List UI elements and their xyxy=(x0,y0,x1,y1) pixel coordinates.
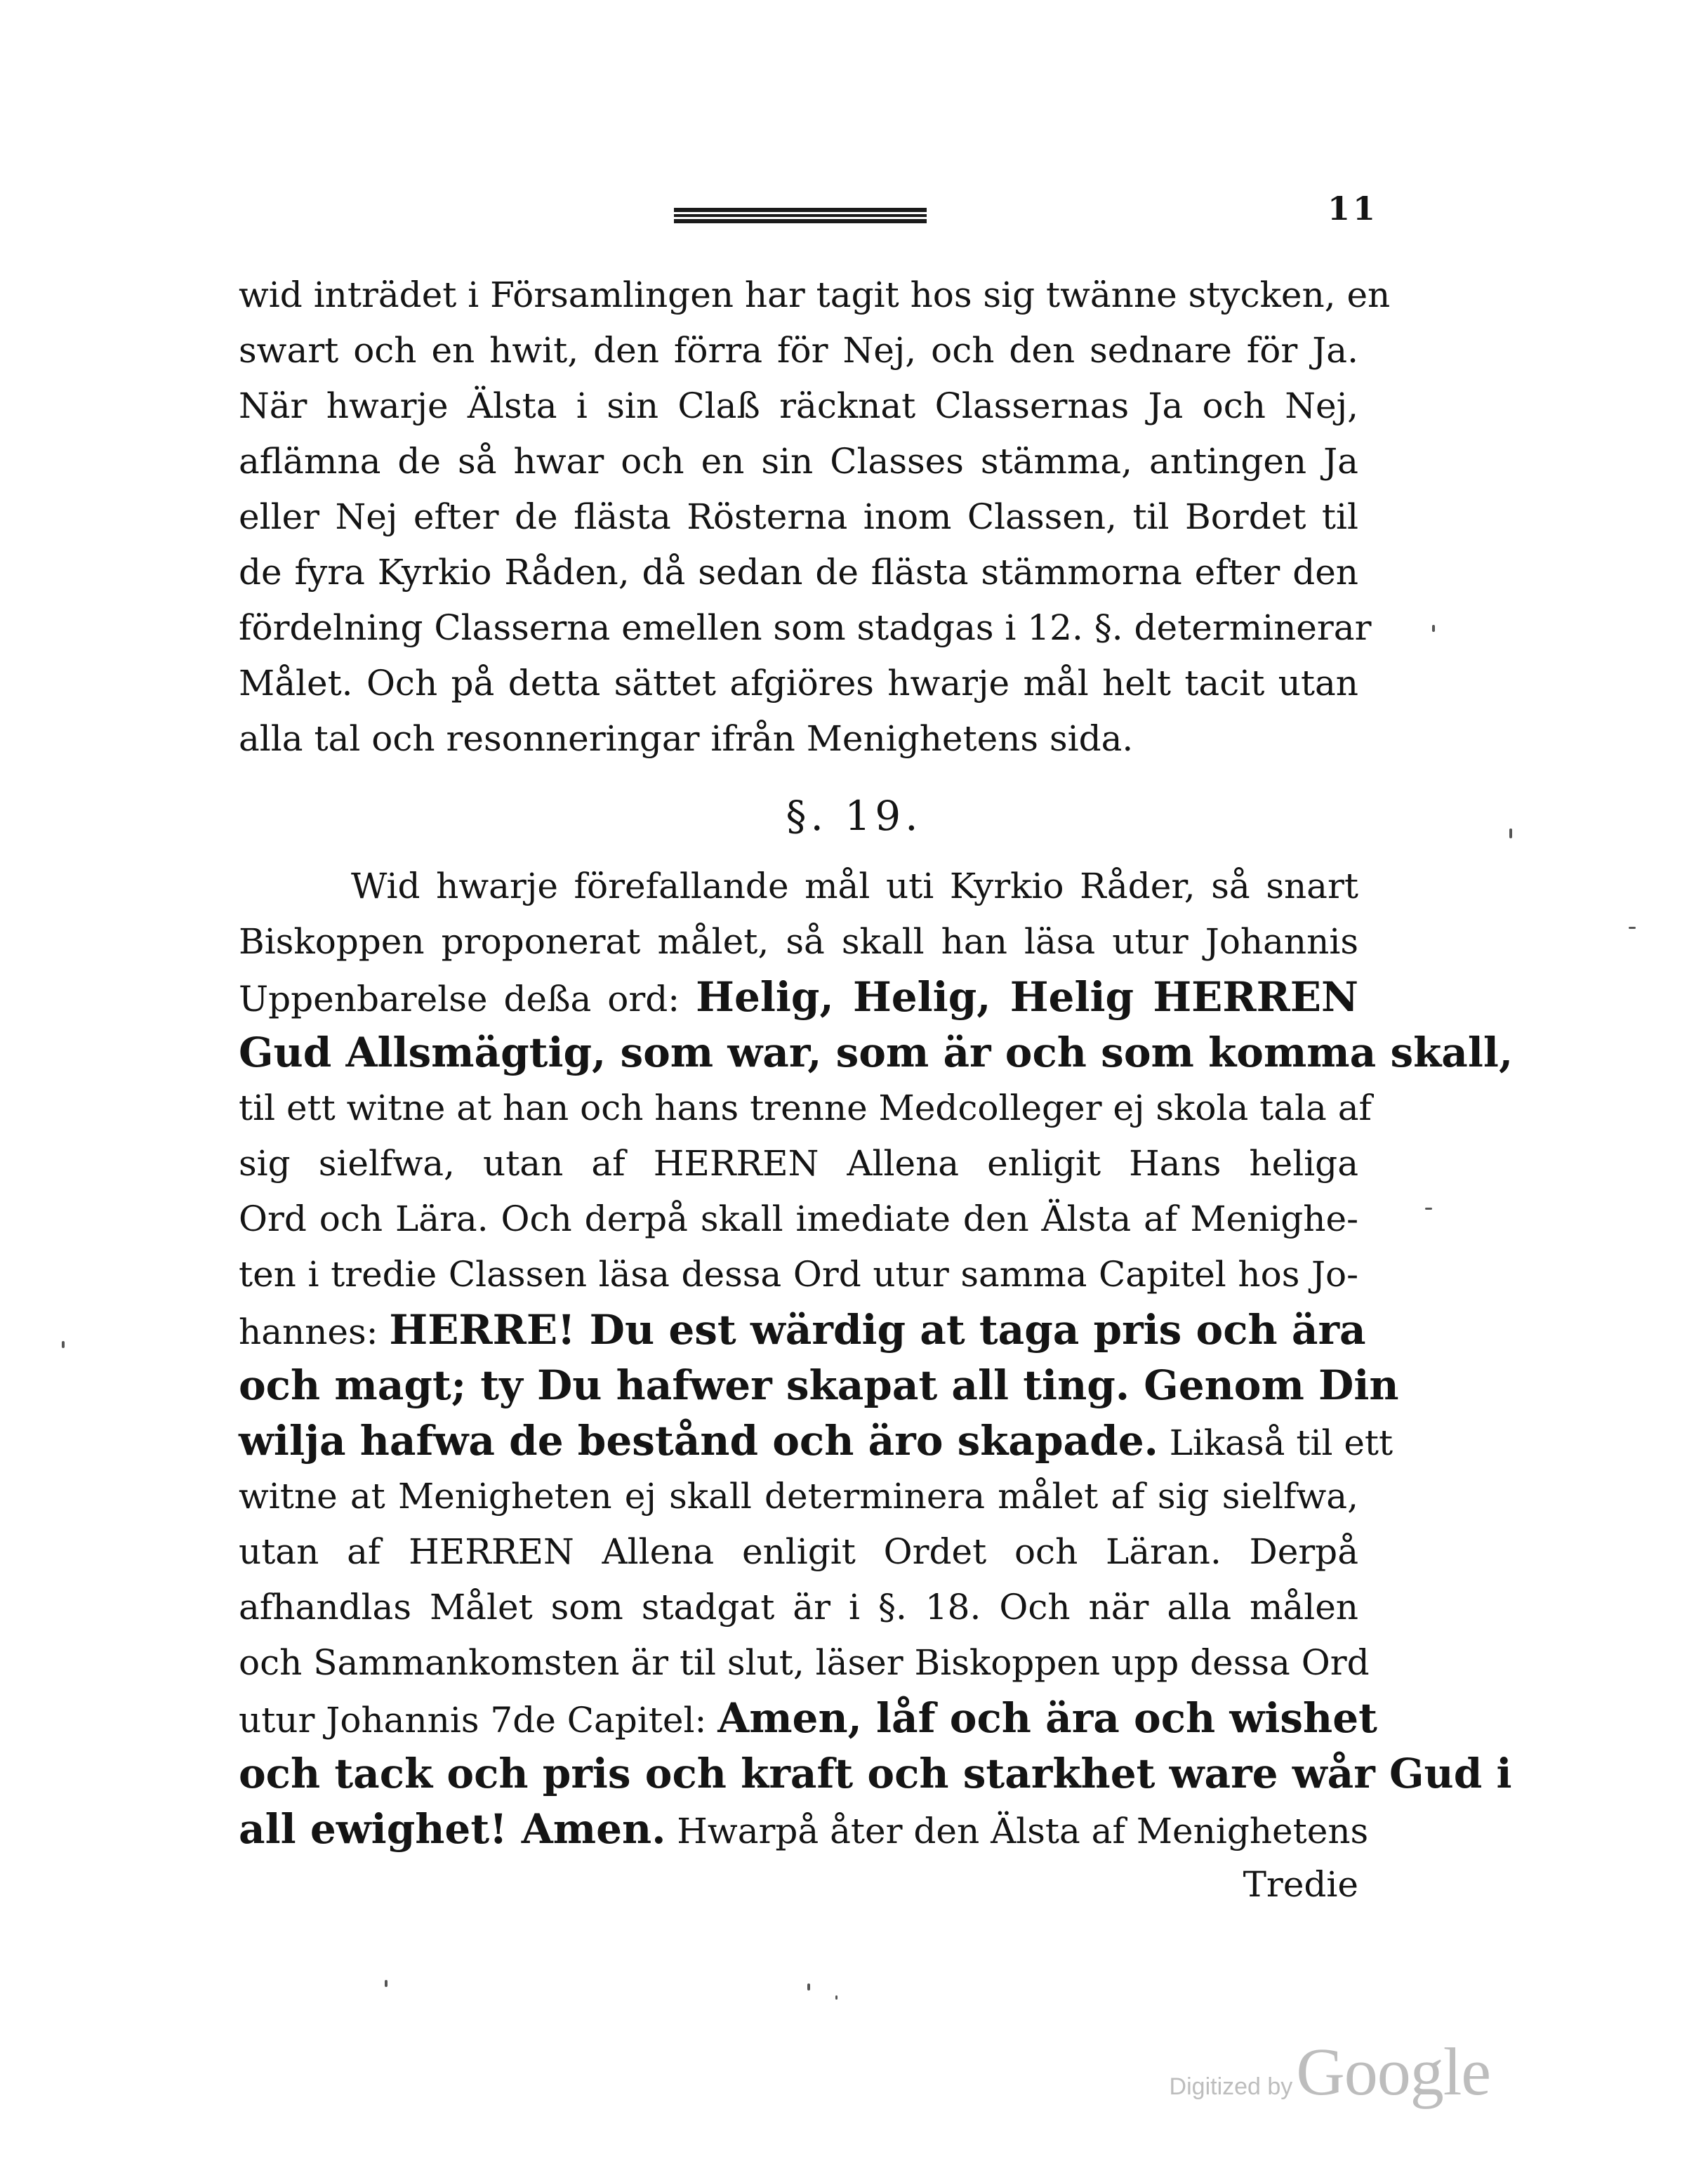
text-line xyxy=(239,1691,1377,1746)
text-line: aflämna de så hwar och en sin Classes stämma, antingen Ja xyxy=(239,441,1358,482)
scan-speck xyxy=(1432,625,1435,632)
emphasized-quote-line: och magt; ty Du hafwer skapat all ting. Genom Din xyxy=(239,1361,1399,1409)
page-number: 11 xyxy=(1327,190,1378,227)
text-line: Ord och Lära. Och derpå skall imediate den Älsta af Menighe- xyxy=(239,1199,1358,1239)
text-line: fördelning Classerna emellen som stadgas i 12. §. determinerar xyxy=(239,607,1372,648)
text-line xyxy=(239,1302,1366,1358)
scan-speck xyxy=(807,1983,810,1990)
scan-speck xyxy=(1629,927,1636,929)
line-text: Uppenbarelse deßa ord: xyxy=(239,979,696,1019)
text-line: sig sielfwa, utan af HERREN Allena enligit Hans heliga xyxy=(239,1143,1358,1184)
scan-speck xyxy=(835,1995,838,2000)
text-line: och Sammankomsten är til slut, läser Biskoppen upp dessa Ord xyxy=(239,1642,1370,1683)
emphasized-quote: HERRE! Du est wärdig at taga pris och ära xyxy=(389,1306,1366,1354)
emphasized-quote-line: Gud Allsmägtig, som war, som är och som komma skall, xyxy=(239,1029,1514,1076)
line-text: Likaså til ett xyxy=(1158,1422,1393,1463)
text-line xyxy=(239,1413,1393,1469)
text-line: ten i tredie Classen läsa dessa Ord utur samma Capitel hos Jo- xyxy=(239,1254,1358,1295)
scan-speck xyxy=(385,1980,388,1987)
digitized-by-google-watermark xyxy=(1170,2033,1490,2111)
scan-speck xyxy=(1425,1208,1432,1210)
text-line xyxy=(239,1802,1369,1857)
watermark-prefix: Digitized by xyxy=(1169,2073,1293,2100)
google-logo-text: Google xyxy=(1296,2034,1490,2109)
line-text: utur Johannis 7de Capitel: xyxy=(239,1700,718,1741)
emphasized-quote: Helig, Helig, Helig HERREN xyxy=(696,973,1358,1021)
emphasized-quote: Amen, låf och ära och wishet xyxy=(717,1694,1377,1742)
catchword: Tredie xyxy=(1243,1864,1358,1905)
line-text: Wid hwarje förefallande mål uti Kyrkio Råder, så snart xyxy=(351,866,1358,906)
emphasized-quote: wilja hafwa de bestånd och äro skapade. xyxy=(239,1417,1158,1465)
text-line: swart och en hwit, den förra för Nej, och den sednare för Ja. xyxy=(239,330,1358,371)
scan-speck xyxy=(1509,828,1512,838)
text-line xyxy=(239,970,1358,1025)
text-line: Biskoppen proponerat målet, så skall han läsa utur Johannis xyxy=(239,921,1358,962)
text-line: wid inträdet i Församlingen har tagit hos sig twänne stycken, en xyxy=(239,275,1391,315)
section-heading: §. 19. xyxy=(786,792,922,840)
text-line: utan af HERREN Allena enligit Ordet och Läran. Derpå xyxy=(239,1531,1358,1572)
text-line: til ett witne at han och hans trenne Medcolleger ej skola tala af xyxy=(239,1088,1372,1128)
text-line: de fyra Kyrkio Råden, då sedan de flästa stämmorna efter den xyxy=(239,552,1358,593)
header-ornament-rule xyxy=(674,208,927,223)
text-line: eller Nej efter de flästa Rösterna inom Classen, til Bordet til xyxy=(239,496,1358,537)
emphasized-quote-line: och tack och pris och kraft och starkhet ware wår Gud i xyxy=(239,1750,1512,1797)
text-line: afhandlas Målet som stadgat är i §. 18. Och när alla målen xyxy=(239,1587,1358,1627)
emphasized-quote: all ewighet! Amen. xyxy=(239,1805,666,1853)
text-line: witne at Menigheten ej skall determinera målet af sig sielfwa, xyxy=(239,1476,1358,1517)
text-line xyxy=(239,859,1358,914)
line-text: hannes: xyxy=(239,1312,390,1352)
text-line-last: alla tal och resonneringar ifrån Menighetens sida. xyxy=(239,718,1134,759)
line-text: Hwarpå åter den Älsta af Menighetens xyxy=(666,1811,1369,1851)
text-line: När hwarje Älsta i sin Claß räcknat Classernas Ja och Nej, xyxy=(239,385,1358,426)
paragraph-top xyxy=(239,268,1391,767)
paragraph-main xyxy=(239,859,1514,1913)
text-line: Målet. Och på detta sättet afgiöres hwarje mål helt tacit utan xyxy=(239,663,1358,704)
scan-speck xyxy=(62,1341,65,1348)
